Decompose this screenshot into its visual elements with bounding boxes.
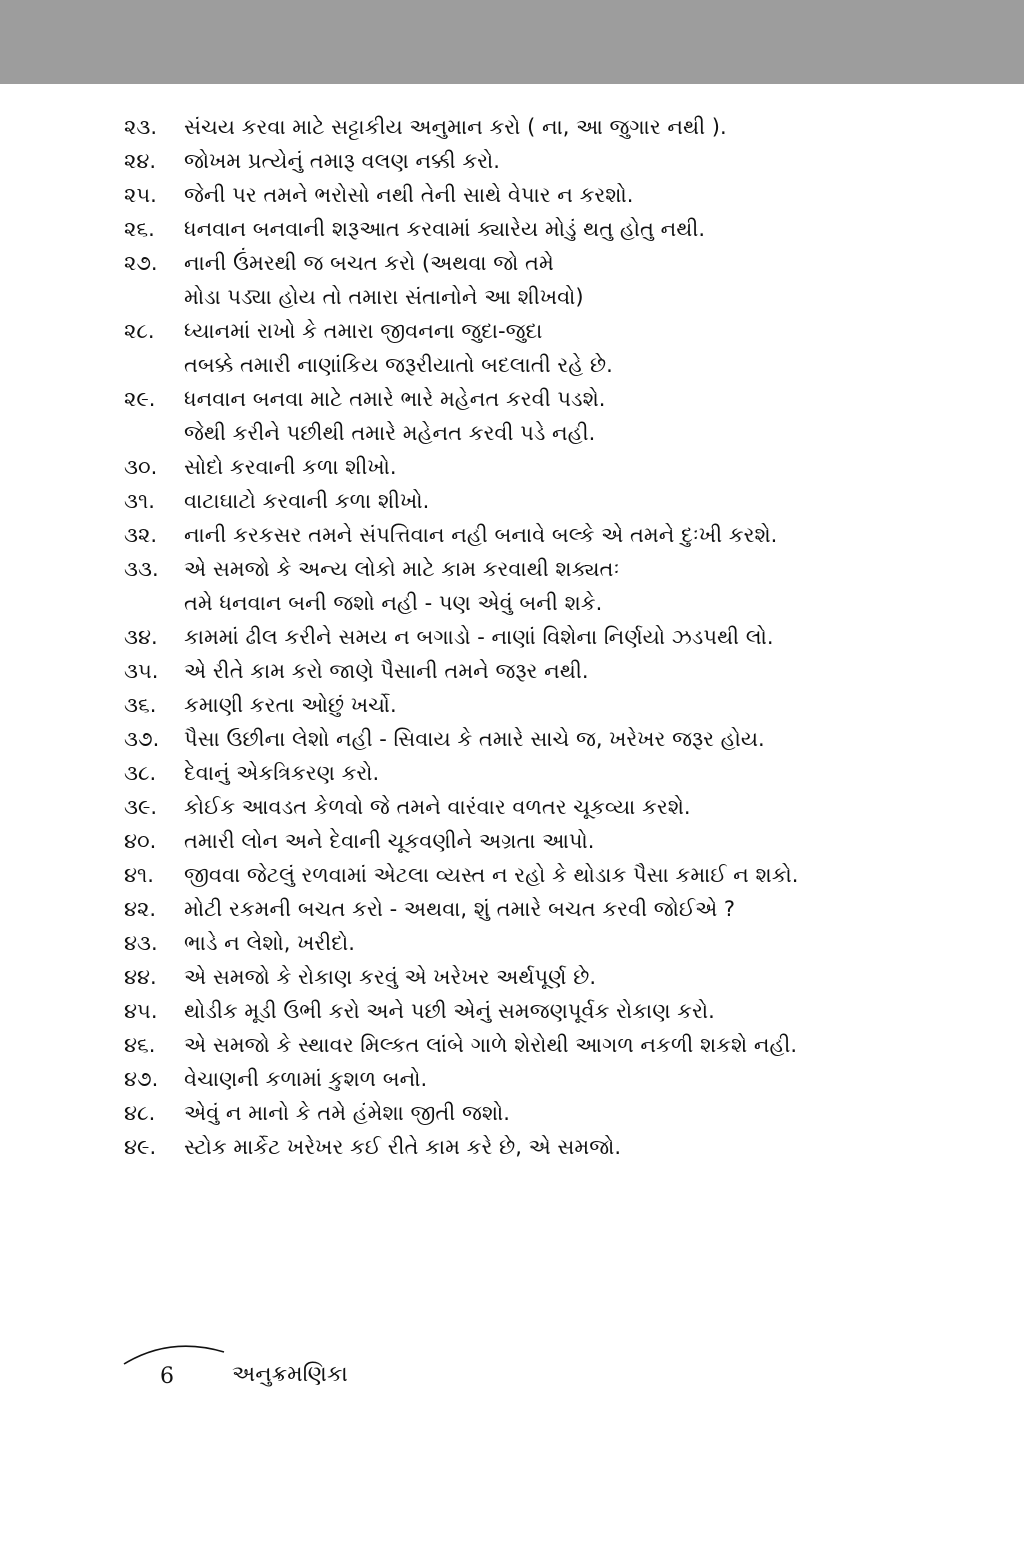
list-item bbox=[124, 960, 984, 994]
list-item bbox=[124, 178, 984, 212]
list-item bbox=[124, 518, 984, 552]
item-text-line: થોડીક મૂડી ઉભી કરો અને પછી એનું સમજણપૂર્વક રોકાણ કરો. bbox=[184, 999, 715, 1023]
item-text bbox=[184, 246, 984, 314]
list-item bbox=[124, 212, 984, 246]
item-text-line: જોખમ પ્રત્યેનું તમારૂ વલણ નક્કી કરો. bbox=[184, 149, 500, 173]
item-text-line: સંચય કરવા માટે સટ્ટાકીય અનુમાન કરો ( ના, આ જુગાર નથી ). bbox=[184, 115, 727, 139]
list-item bbox=[124, 450, 984, 484]
item-text bbox=[184, 178, 984, 212]
item-number: ૪૨. bbox=[124, 897, 157, 921]
list-item bbox=[124, 926, 984, 960]
list-item bbox=[124, 620, 984, 654]
item-text bbox=[184, 1096, 984, 1130]
list-item bbox=[124, 654, 984, 688]
item-text-line: કોઈક આવડત કેળવો જે તમને વારંવાર વળતર ચૂકવ્યા કરશે. bbox=[184, 795, 691, 819]
list-item bbox=[124, 688, 984, 722]
item-text bbox=[184, 110, 984, 144]
item-number: ૪૫. bbox=[124, 999, 158, 1023]
item-text-line: એ સમજો કે સ્થાવર મિલ્કત લાંબે ગાળે શેરોથી આગળ નકળી શકશે નહી. bbox=[184, 1033, 798, 1057]
numbered-list bbox=[124, 110, 984, 1164]
item-text-line: કામમાં ઢીલ કરીને સમય ન બગાડો - નાણાં વિશેના નિર્ણયો ઝડપથી લો. bbox=[184, 625, 774, 649]
item-text-line: ધ્યાનમાં રાખો કે તમારા જીવનના જુદા-જુદા bbox=[184, 319, 543, 343]
item-text bbox=[184, 382, 984, 450]
item-text-line: ધનવાન બનવા માટે તમારે ભારે મહેનત કરવી પડશે. bbox=[184, 387, 606, 411]
list-item bbox=[124, 314, 984, 382]
item-text bbox=[184, 1062, 984, 1096]
list-item bbox=[124, 892, 984, 926]
item-number: ૪૦. bbox=[124, 829, 157, 853]
item-text bbox=[184, 552, 984, 620]
item-number: ૨૪. bbox=[124, 149, 157, 173]
section-title: અનુક્રમણિકા bbox=[232, 1362, 348, 1387]
item-number: ૩૫. bbox=[124, 659, 159, 683]
item-text-line: જીવવા જેટલું રળવામાં એટલા વ્યસ્ત ન રહો કે થોડાક પૈસા કમાઈ ન શકો. bbox=[184, 863, 799, 887]
item-text bbox=[184, 756, 984, 790]
item-text bbox=[184, 518, 984, 552]
item-text-line: સોદો કરવાની કળા શીખો. bbox=[184, 455, 397, 479]
list-item bbox=[124, 484, 984, 518]
item-text-line: નાની ઉંમરથી જ બચત કરો (અથવા જો તમે bbox=[184, 251, 554, 275]
item-text-line: પૈસા ઉછીના લેશો નહી - સિવાય કે તમારે સાચે જ, ખરેખર જરૂર હોય. bbox=[184, 727, 765, 751]
item-number: ૨૩. bbox=[124, 115, 157, 139]
list-item bbox=[124, 722, 984, 756]
page-footer bbox=[120, 1338, 420, 1398]
item-text bbox=[184, 654, 984, 688]
item-text-line: એ સમજો કે રોકાણ કરવું એ ખરેખર અર્થપૂર્ણ છે. bbox=[184, 965, 596, 989]
item-text-line: એ સમજો કે અન્ય લોકો માટે કામ કરવાથી શક્યતઃ bbox=[184, 557, 620, 581]
item-text bbox=[184, 1130, 984, 1164]
item-number: ૨૯. bbox=[124, 387, 156, 411]
list-item bbox=[124, 824, 984, 858]
item-text bbox=[184, 144, 984, 178]
item-text-line: સ્ટોક માર્કેટ ખરેખર કઈ રીતે કામ કરે છે, એ સમજો. bbox=[184, 1135, 622, 1159]
item-text bbox=[184, 484, 984, 518]
page-number: 6 bbox=[160, 1364, 174, 1389]
item-text-line: એવું ન માનો કે તમે હંમેશા જીતી જશો. bbox=[184, 1101, 510, 1125]
item-text bbox=[184, 892, 984, 926]
item-number: ૨૫. bbox=[124, 183, 157, 207]
item-text-line: તમે ધનવાન બની જશો નહી - પણ એવું બની શકે. bbox=[184, 591, 603, 615]
item-text bbox=[184, 994, 984, 1028]
list-item bbox=[124, 144, 984, 178]
item-text bbox=[184, 620, 984, 654]
item-text bbox=[184, 960, 984, 994]
item-number: ૪૪. bbox=[124, 965, 157, 989]
item-number: ૩૪. bbox=[124, 625, 158, 649]
item-text bbox=[184, 450, 984, 484]
list-item bbox=[124, 1096, 984, 1130]
item-text-line: તમારી લોન અને દેવાની ચૂકવણીને અગ્રતા આપો. bbox=[184, 829, 595, 853]
list-item bbox=[124, 1130, 984, 1164]
item-text-line: કમાણી કરતા ઓછું ખર્ચો. bbox=[184, 693, 397, 717]
list-item bbox=[124, 994, 984, 1028]
item-number: ૪૩. bbox=[124, 931, 158, 955]
item-text-line: એ રીતે કામ કરો જાણે પૈસાની તમને જરૂર નથી. bbox=[184, 659, 589, 683]
item-text-line: વાટાઘાટો કરવાની કળા શીખો. bbox=[184, 489, 430, 513]
item-number: ૪૧. bbox=[124, 863, 154, 887]
item-number: ૪૯. bbox=[124, 1135, 157, 1159]
list-item bbox=[124, 790, 984, 824]
item-number: ૪૬. bbox=[124, 1033, 156, 1057]
footer-arc-ornament bbox=[120, 1338, 230, 1368]
item-text-line: જેથી કરીને પછીથી તમારે મહેનત કરવી પડે નહી. bbox=[184, 421, 596, 445]
item-text bbox=[184, 926, 984, 960]
item-text bbox=[184, 314, 984, 382]
item-number: ૨૬. bbox=[124, 217, 155, 241]
item-text-line: તબક્કે તમારી નાણાંકિય જરૂરીયાતો બદલાતી રહે છે. bbox=[184, 353, 613, 377]
item-number: ૩૭. bbox=[124, 727, 160, 751]
item-number: ૩૩. bbox=[124, 557, 159, 581]
item-number: ૩૬. bbox=[124, 693, 157, 717]
item-text bbox=[184, 858, 984, 892]
item-number: ૩૨. bbox=[124, 523, 157, 547]
item-text-line: દેવાનું એકત્રિકરણ કરો. bbox=[184, 761, 380, 785]
item-text-line: નાની કરકસર તમને સંપત્તિવાન નહી બનાવે બલ્કે એ તમને દુઃખી કરશે. bbox=[184, 523, 778, 547]
item-number: ૩૯. bbox=[124, 795, 158, 819]
list-item bbox=[124, 858, 984, 892]
item-number: ૪૮. bbox=[124, 1101, 156, 1125]
header-band bbox=[0, 0, 1024, 84]
item-number: ૩૮. bbox=[124, 761, 157, 785]
item-number: ૨૮. bbox=[124, 319, 155, 343]
item-number: ૨૭. bbox=[124, 251, 158, 275]
list-item bbox=[124, 756, 984, 790]
item-text bbox=[184, 722, 984, 756]
item-number: ૩૧. bbox=[124, 489, 155, 513]
item-number: ૩૦. bbox=[124, 455, 158, 479]
item-number: ૪૭. bbox=[124, 1067, 159, 1091]
list-item bbox=[124, 1062, 984, 1096]
item-text-line: જેની પર તમને ભરોસો નથી તેની સાથે વેપાર ન કરશો. bbox=[184, 183, 634, 207]
item-text bbox=[184, 790, 984, 824]
item-text bbox=[184, 212, 984, 246]
item-text bbox=[184, 688, 984, 722]
item-text-line: મોડા પડ્યા હોય તો તમારા સંતાનોને આ શીખવો) bbox=[184, 285, 584, 309]
item-text-line: ધનવાન બનવાની શરૂઆત કરવામાં ક્યારેય મોડું થતુ હોતુ નથી. bbox=[184, 217, 706, 241]
item-text-line: મોટી રકમની બચત કરો - અથવા, શું તમારે બચત કરવી જોઈએ ? bbox=[184, 897, 736, 921]
list-item bbox=[124, 246, 984, 314]
item-text bbox=[184, 1028, 984, 1062]
list-item bbox=[124, 1028, 984, 1062]
item-text-line: વેચાણની કળામાં કુશળ બનો. bbox=[184, 1067, 428, 1091]
list-item bbox=[124, 382, 984, 450]
list-item bbox=[124, 552, 984, 620]
list-item bbox=[124, 110, 984, 144]
item-text-line: ભાડે ન લેશો, ખરીદો. bbox=[184, 931, 355, 955]
item-text bbox=[184, 824, 984, 858]
